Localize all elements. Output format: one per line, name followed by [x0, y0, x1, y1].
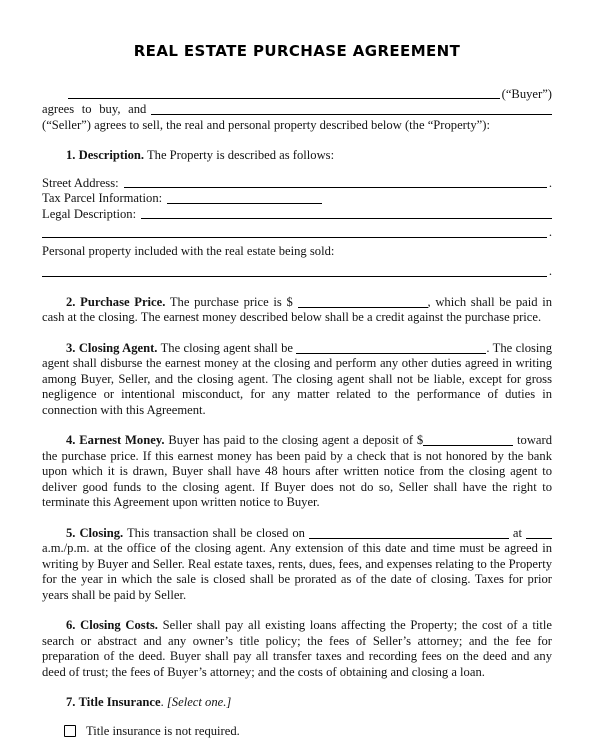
section-2-after: , which shall be paid in cash at the closing. The earnest money described below shall be a credit against the purchase price.: [42, 294, 553, 324]
section-5-mid: at: [512, 525, 523, 540]
buyer-tag: (“Buyer”): [501, 86, 552, 101]
section-7-number: 7.: [66, 695, 76, 709]
section-4-before: Buyer has paid to the closing agent a deposit of $: [168, 433, 424, 447]
section-3-before: The closing agent shall be: [160, 340, 293, 355]
closing-agent-blank[interactable]: [296, 341, 486, 354]
select-one-note: [Select one.]: [166, 695, 232, 709]
section-5-after: a.m./p.m. at the office of the closing agent. Any extension of this date and time must be agreed in writing by Buyer and Seller. Real estate taxes, rents, dues, fees, and expenses relating to the Property for the year in which the sale is closed shall be prorated as of the date of closing. Taxes for prior years shall be paid by Seller.: [42, 541, 552, 602]
section-7-heading: [42, 695, 552, 711]
section-5-before: This transaction shall be closed on: [126, 525, 305, 540]
section-6-number: 6.: [66, 618, 76, 632]
legal-description-blank[interactable]: [141, 218, 552, 219]
legal-description-label: Legal Description:: [42, 206, 137, 221]
description-fields: [42, 176, 552, 280]
legal-description-continuation-row: [42, 225, 552, 241]
section-5-title: Closing.: [79, 525, 124, 540]
title-insurance-option-label: Title insurance is not required.: [86, 723, 240, 738]
section-6-paragraph: [42, 618, 552, 680]
title-insurance-option-row: [64, 724, 552, 740]
section-4-title: Earnest Money.: [79, 433, 165, 447]
section-2-number: 2.: [66, 294, 76, 309]
section-1-heading: [42, 148, 552, 164]
checkbox-icon[interactable]: [64, 725, 76, 737]
seller-name-row: [42, 102, 552, 118]
section-3-paragraph: [42, 341, 552, 419]
section-1-title: Description.: [78, 148, 145, 162]
buyer-name-blank[interactable]: [68, 98, 500, 99]
section-4-paragraph: [42, 433, 552, 511]
section-1-body: The Property is described as follows:: [146, 148, 335, 162]
legal-description-row: [42, 207, 552, 223]
section-2-title: Purchase Price.: [80, 294, 166, 309]
street-address-label: Street Address:: [42, 175, 119, 190]
section-6-body: Seller shall pay all existing loans affecting the Property; the cost of a title search or abstract and any owner’s title policy; the fees of Seller’s attorney; and the fee for preparation of the deed. Buyer shall pay all transfer taxes and recording fees on the deed and any deed of trust; the fees of Buyer’s attorney; and the costs of obtaining and closing a loan.: [42, 618, 552, 679]
street-address-period: .: [548, 175, 552, 190]
section-5-paragraph: [42, 526, 552, 604]
street-address-row: [42, 176, 552, 192]
section-4-after: toward the purchase price. If this earnest money has been paid by a check that is not honored by the bank upon which it is drawn, Buyer shall have 48 hours after written notice from the closing agent to deliver good funds to the closing agent. If Buyer does not do so, Seller shall have the right to terminate this Agreement upon written notice to Buyer.: [42, 433, 553, 509]
section-3-title: Closing Agent.: [78, 340, 158, 355]
earnest-deposit-blank[interactable]: [423, 433, 513, 446]
closing-date-blank[interactable]: [309, 526, 509, 539]
section-2-paragraph: [42, 295, 552, 326]
section-3-number: 3.: [66, 340, 76, 355]
street-address-blank[interactable]: [124, 187, 547, 188]
tax-parcel-label: Tax Parcel Information:: [42, 191, 163, 205]
tax-parcel-row: [42, 191, 552, 207]
closing-time-blank[interactable]: [526, 526, 552, 539]
purchase-price-blank[interactable]: [298, 295, 428, 308]
personal-property-period: .: [548, 264, 552, 278]
legal-description-blank-2[interactable]: [42, 237, 547, 238]
seller-line: (“Seller”) agrees to sell, the real and personal property described below (the “Property”):: [42, 117, 490, 132]
section-1-number: 1.: [66, 148, 76, 162]
section-5-number: 5.: [66, 525, 76, 540]
document-title: REAL ESTATE PURCHASE AGREEMENT: [133, 42, 461, 60]
personal-property-row: [42, 264, 552, 280]
agrees-text: agrees to buy, and: [42, 102, 147, 116]
tax-parcel-blank[interactable]: [167, 203, 322, 204]
section-4-number: 4.: [66, 433, 76, 447]
legal-continuation-period: .: [548, 225, 552, 239]
section-7-title: Title Insurance: [78, 695, 161, 709]
personal-property-blank[interactable]: [42, 276, 547, 277]
section-6-title: Closing Costs.: [80, 618, 158, 632]
section-3-after: . The closing agent shall disburse the earnest money at the closing and perform any other duties agreed in writing among Buyer, Seller, and the closing agent. The closing agent shall not be liable, except for gross negligence or intentional misconduct, for any matter related to the performance of duties in connection with this Agreement.: [42, 340, 553, 417]
personal-property-label: Personal property included with the real estate being sold:: [42, 243, 335, 258]
seller-name-blank[interactable]: [151, 114, 552, 115]
buyer-name-row: [42, 87, 552, 103]
section-2-before: The purchase price is $: [169, 294, 293, 309]
section-7-title-period: .: [160, 695, 164, 709]
